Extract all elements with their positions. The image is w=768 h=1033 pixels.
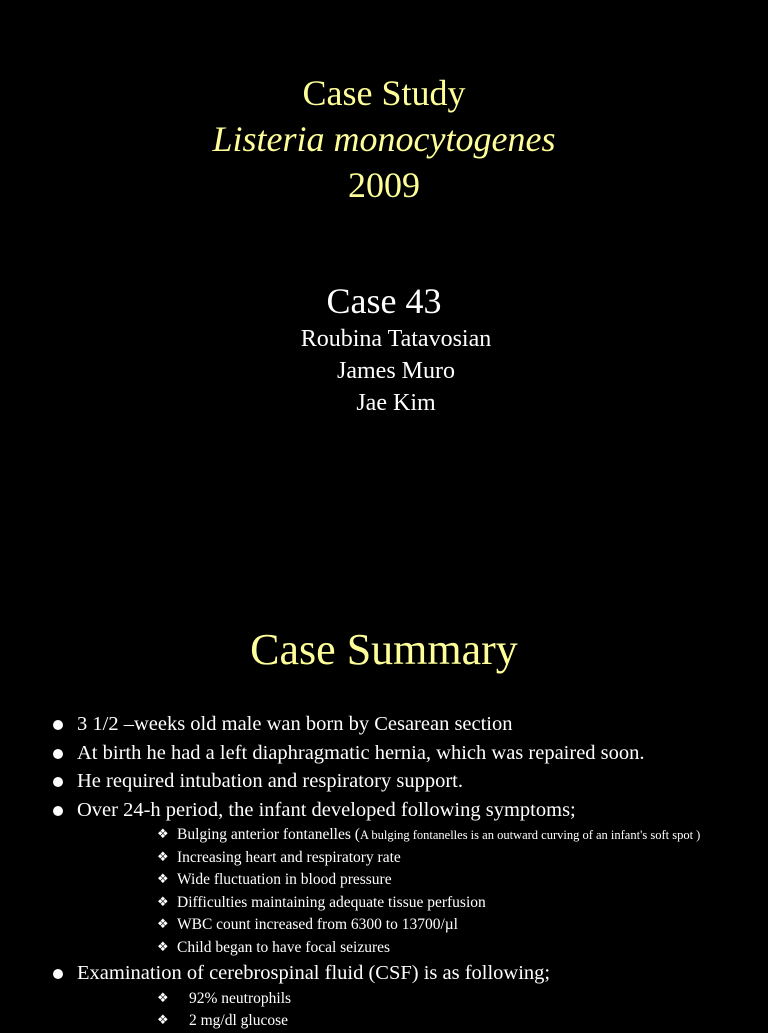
sub-list-item [77,1010,768,1033]
sub-list-item-text: Child began to have focal seizures [177,938,391,956]
sub-list-item-text: 92% neutrophils [189,989,292,1007]
sub-list-item [77,824,768,847]
case-summary-slide [0,580,768,1029]
sub-list-item-text: Bulging anterior fontanelles ( [177,826,360,843]
list-item-text: Examination of cerebrospinal fluid (CSF) is as following; [77,962,551,984]
bullet-icon [53,806,63,816]
sub-list-item-text: 2 mg/dl glucose [189,1012,289,1029]
sub-list-item [77,847,768,870]
list-item-text: He required intubation and respiratory support. [77,770,463,792]
list-item [0,796,768,960]
diamond-bullet-icon: ❖ [157,849,169,865]
list-item [0,710,768,739]
diamond-bullet-icon: ❖ [157,990,169,1006]
author-name: Jae Kim [356,390,436,416]
sub-list-item [77,892,768,915]
list-item [0,959,768,1033]
bullet-icon [53,777,63,787]
bullet-list [0,710,768,1033]
author-name: James Muro [337,358,455,384]
list-item [0,767,768,796]
case-number: Case 43 [326,281,442,321]
list-item-text: Over 24-h period, the infant developed following symptoms; [77,798,576,821]
diamond-bullet-icon: ❖ [157,827,169,842]
title-line-case-study: Case Study [302,73,466,113]
csf-findings-list [77,988,768,1033]
slide-title: Case Summary [250,625,518,674]
sub-list-item [77,914,768,937]
sub-list-item-text: Difficulties maintaining adequate tissue perfusion [177,893,486,911]
title-line-year: 2009 [348,165,420,205]
symptom-list [77,824,768,959]
sub-list-item [77,937,768,960]
definition-note: A bulging fontanelles is an outward curving of an infant's soft spot ) [359,828,701,842]
author-name: Roubina Tatavosian [300,326,492,352]
sub-list-item-text: WBC count increased from 6300 to 13700/µl [177,916,458,933]
diamond-bullet-icon: ❖ [157,894,169,910]
bullet-icon [53,969,63,979]
list-item-text: At birth he had a left diaphragmatic hernia, which was repaired soon. [77,741,645,764]
sub-list-item-text: Wide fluctuation in blood pressure [177,871,392,888]
list-item [0,739,768,768]
diamond-bullet-icon: ❖ [157,1013,169,1028]
diamond-bullet-icon: ❖ [157,872,169,887]
sub-list-item [77,869,768,892]
sub-list-item [77,988,768,1011]
diamond-bullet-icon: ❖ [157,917,169,932]
sub-list-item-text: Increasing heart and respiratory rate [177,848,401,866]
title-line-organism: Listeria monocytogenes [212,119,556,159]
bullet-icon [53,749,63,759]
diamond-bullet-icon: ❖ [157,939,169,955]
list-item-text: 3 1/2 –weeks old male wan born by Cesarean section [77,713,513,735]
bullet-icon [53,720,63,730]
